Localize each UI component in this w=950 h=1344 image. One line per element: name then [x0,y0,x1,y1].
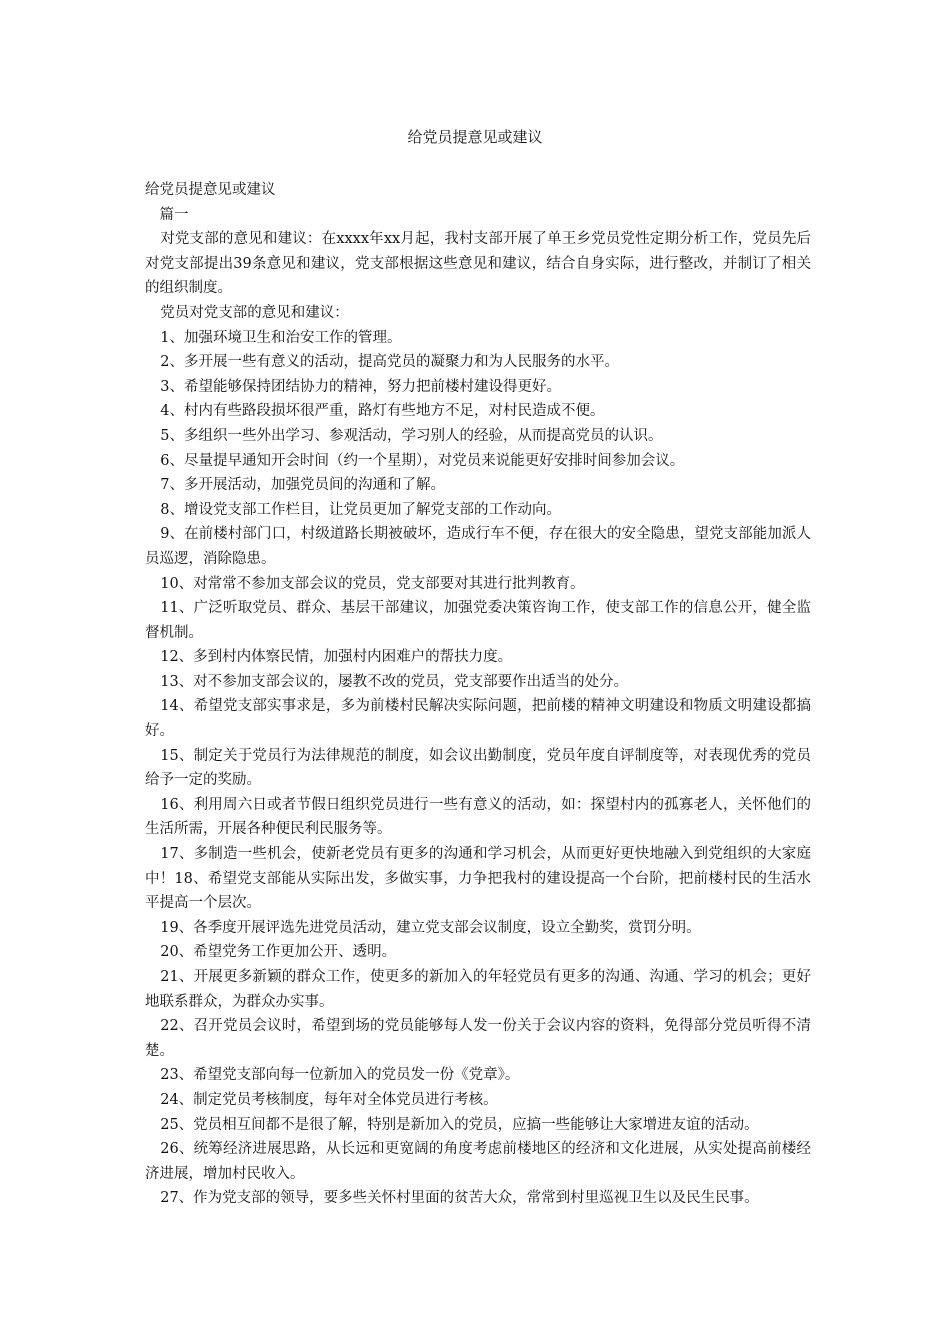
list-item: 5、多组织一些外出学习、参观活动，学习别人的经验，从而提高党员的认识。 [160,427,663,444]
list-item: 6、尽量提早通知开会时间（约一个星期），对党员来说能更好安排时间参加会议。 [160,452,685,469]
list-item: 24、制定党员考核制度，每年对全体党员进行考核。 [160,1091,498,1108]
section-heading: 篇一 [159,206,189,223]
list-item: 9、在前楼村部门口，村级道路长期被破坏，造成行车不便，存在很大的安全隐患，望党支部能加派人员巡逻，消除隐患。 [145,526,811,567]
list-item: 10、对常常不参加支部会议的党员，党支部要对其进行批判教育。 [160,575,585,592]
list-item: 19、各季度开展评选先进党员活动，建立党支部会议制度，设立全勤奖，赏罚分明。 [160,919,701,936]
document-body [145,178,811,1211]
list-item: 23、希望党支部向每一位新加入的党员发一份《党章》。 [160,1067,520,1084]
list-item: 22、召开党员会议时，希望到场的党员能够每人发一份关于会议内容的资料，免得部分党员听得不清楚。 [145,1018,811,1059]
list-item: 3、希望能够保持团结协力的精神，努力把前楼村建设得更好。 [160,378,561,395]
list-item: 27、作为党支部的领导，要多些关怀村里面的贫苦大众，常常到村里巡视卫生以及民生民事。 [160,1190,759,1207]
list-item: 4、村内有些路段损坏很严重，路灯有些地方不足，对村民造成不便。 [160,403,605,420]
list-item: 7、多开展活动，加强党员间的沟通和了解。 [160,477,445,494]
document-title: 给党员提意见或建议 [407,128,543,146]
list-item: 21、开展更多新颖的群众工作，使更多的新加入的年轻党员有更多的沟通、沟通、学习的机会；更好地联系群众，为群众办实事。 [145,969,811,1010]
list-item: 17、多制造一些机会，使新老党员有更多的沟通和学习机会，从而更好更快地融入到党组织的大家庭中！18、希望党支部能从实际出发，多做实事，力争把我村的建设提高一个台阶，把前楼村民的生活水平提高一个层次。 [145,846,811,912]
list-item: 2、多开展一些有意义的活动，提高党员的凝聚力和为人民服务的水平。 [160,354,619,371]
list-item: 20、希望党务工作更加公开、透明。 [160,944,397,961]
list-item: 14、希望党支部实事求是，多为前楼村民解决实际问题，把前楼的精神文明建设和物质文明建设都搞好。 [145,698,811,740]
list-item: 25、党员相互间都不是很了解，特别是新加入的党员，应搞一些能够让大家增进友谊的活动。 [160,1116,759,1133]
list-item: 16、利用周六日或者节假日组织党员进行一些有意义的活动，如：探望村内的孤寡老人，关怀他们的生活所需，开展各种便民利民服务等。 [145,796,811,838]
list-item: 8、增设党支部工作栏目，让党员更加了解党支部的工作动向。 [160,501,561,518]
list-item: 11、广泛听取党员、群众、基层干部建议，加强党委决策咨询工作，使支部工作的信息公开，健全监督机制。 [145,600,811,641]
document-subtitle: 给党员提意见或建议 [145,182,276,198]
list-item: 15、制定关于党员行为法律规范的制度，如会议出勤制度，党员年度自评制度等，对表现优秀的党员给予一定的奖励。 [145,747,811,789]
list-heading: 党员对党支部的意见和建议： [160,304,349,321]
list-item: 13、对不参加支部会议的，屡教不改的党员，党支部要作出适当的处分。 [160,673,629,690]
list-item: 12、多到村内体察民情，加强村内困难户的帮扶力度。 [160,649,513,666]
intro-paragraph: 对党支部的意见和建议：在xxxx年xx月起，我村支部开展了单王乡党员党性定期分析工作，党员先后对党支部提出39条意见和建议，党支部根据这些意见和建议，结合自身实际，进行整改，并制订了相关的组织制度。 [145,231,811,297]
list-item: 1、加强环境卫生和治安工作的管理。 [160,329,402,346]
list-item: 26、统筹经济进展思路，从长远和更宽阔的角度考虑前楼地区的经济和文化进展，从实处提高前楼经济进展，增加村民收入。 [145,1141,811,1182]
